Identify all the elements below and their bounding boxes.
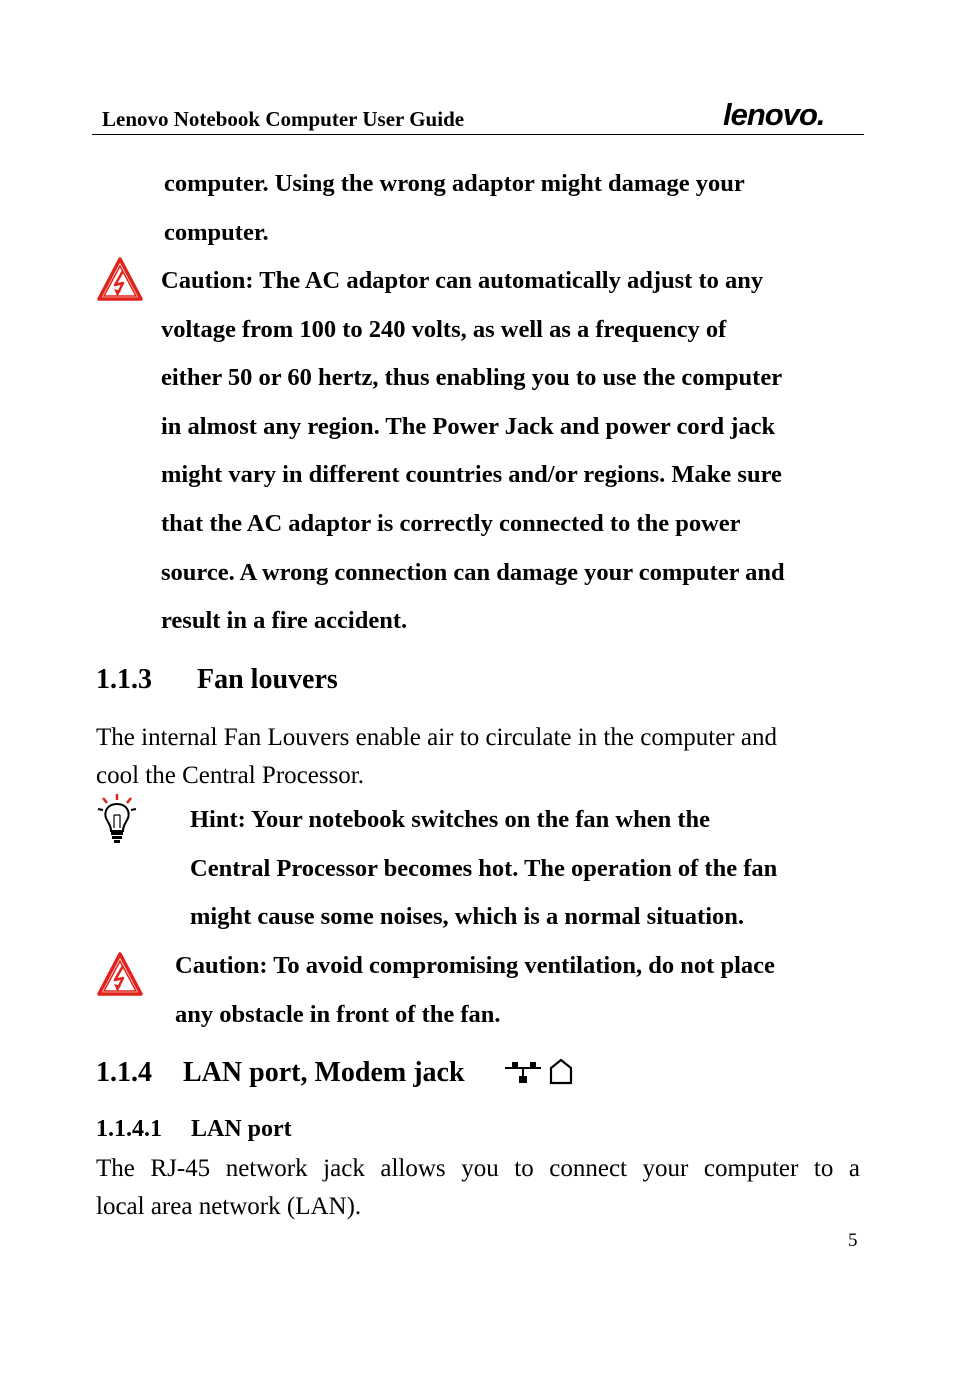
text-line: any obstacle in front of the fan.	[175, 1000, 501, 1028]
warning-icon	[96, 951, 144, 997]
subsection-number: 1.1.4.1	[96, 1116, 162, 1142]
text-line: in almost any region. The Power Jack and power cord jack	[161, 412, 776, 440]
subsection-title: LAN port	[191, 1116, 292, 1142]
body-paragraph	[96, 1150, 860, 1226]
warning-icon	[96, 256, 144, 302]
text-line: computer.	[164, 218, 269, 246]
logo-text: lenovo.	[723, 99, 825, 131]
section-number: 1.1.4	[96, 1057, 152, 1088]
body-paragraph	[96, 719, 864, 795]
text-line: result in a fire accident.	[161, 607, 408, 635]
text-line: source. A wrong connection can damage your computer and	[161, 558, 785, 586]
header-rule	[92, 134, 864, 135]
text-line: cool the Central Processor.	[96, 762, 364, 789]
caution-paragraph	[175, 942, 775, 1039]
section-number: 1.1.3	[96, 664, 152, 695]
lightbulb-icon	[97, 793, 137, 847]
section-title: LAN port, Modem jack	[183, 1057, 465, 1088]
hint-paragraph	[190, 796, 777, 942]
text-line: Caution: To avoid compromising ventilation, do not place	[175, 952, 775, 979]
section-title: Fan louvers	[197, 664, 338, 695]
text-line: Hint: Your notebook switches on the fan when the	[190, 806, 710, 833]
continuation-paragraph	[164, 160, 745, 257]
text-line: that the AC adaptor is correctly connected to the power	[161, 509, 741, 537]
caution-paragraph	[161, 257, 785, 646]
text-line: might vary in different countries and/or regions. Make sure	[161, 461, 782, 489]
text-line: either 50 or 60 hertz, thus enabling you to use the computer	[161, 364, 783, 392]
running-header-title: Lenovo Notebook Computer User Guide	[102, 107, 465, 131]
text-line: computer. Using the wrong adaptor might damage your	[164, 170, 745, 197]
page-number: 5	[848, 1230, 858, 1251]
text-line: The RJ-45 network jack allows you to connect your computer to a	[96, 1155, 860, 1182]
lenovo-logo	[721, 99, 859, 131]
text-line: might cause some noises, which is a normal situation.	[190, 903, 745, 931]
text-line: Caution: The AC adaptor can automatically adjust to any	[161, 267, 764, 294]
text-line: Central Processor becomes hot. The operation of the fan	[190, 854, 778, 882]
text-line: voltage from 100 to 240 volts, as well as a frequency of	[161, 315, 727, 343]
network-modem-icon	[503, 1057, 573, 1085]
text-line: local area network (LAN).	[96, 1193, 362, 1220]
text-line: The internal Fan Louvers enable air to circulate in the computer and	[96, 724, 777, 751]
